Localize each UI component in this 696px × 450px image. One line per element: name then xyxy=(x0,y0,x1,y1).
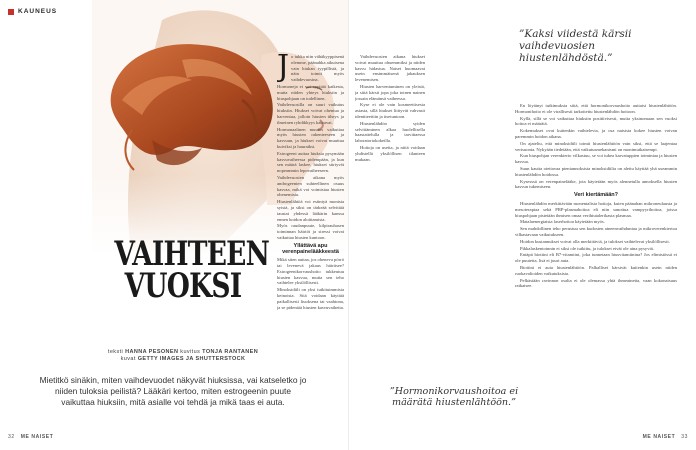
body-paragraph: Pelkästään ravinnon osalta ei ole olemassa yhtä ihmeainetta, vaan kokonaisuus ratkaisee. xyxy=(515,277,677,289)
page-number: 32 xyxy=(8,434,15,440)
body-paragraph: Hormoneja ei voi syyttää kaikesta, mutta niiden yhteys hiuksiin ja hiuspohjaan on todellinen. xyxy=(277,83,344,101)
byline-illustrator: TONJA RANTANEN xyxy=(202,349,259,355)
pull-quote-bottom: ”Hormonikorvaushoitoa ei määrätä hiustenlähtöön.” xyxy=(389,386,519,408)
section-marker-icon xyxy=(8,9,14,15)
byline-text-label: teksti xyxy=(107,349,126,355)
byline-photos-label: kuvat xyxy=(120,356,138,362)
body-paragraph: Biotiini ei auta hiustenlähtöön. Palkalliset kärsivät kuitenkin usein niiden ruokavalioiden vaikutuksista. xyxy=(515,264,677,276)
page-number: 33 xyxy=(681,434,688,440)
body-paragraph: Kokemukset ovat kuitenkin vaihtelevia, ja osa naisista kokee hiusten voivan paremmin hoidon aikana. xyxy=(515,128,677,139)
body-paragraph: Vaihdevuosien aikana myös androgeenien suhteellinen osuus kasvaa, mikä voi voimistaa hiusten ohenemista. xyxy=(277,174,344,198)
lead-paragraph: Mietitkö sinäkin, miten vaihdevuodet näkyvät hiuksissa, vai katseletko jo niiden tuloksia peilistä? Lääkäri kertoo, miten estrogeenin puute vaikuttaa hiuksiin, mitä asialle voi tehdä ja mikä taas ei auta. xyxy=(39,375,307,407)
subheading: Veri kiertämään? xyxy=(573,192,619,199)
magazine-name: ME NAISET xyxy=(20,434,54,440)
body-paragraph: Suun kautta otettavaa pieniannoksista minoksidiilia on alettu käyttää yhä useammin hiustenlähdön hoidossa. xyxy=(515,165,677,177)
body-paragraph: On ajateltu, että minoksidiili toimii hiustenlähtöön vain siksi, että se laajentaa verisuonia. Nykyään tiedetään, että vaikutusmekanismi on monimutkaisempi. xyxy=(515,140,677,152)
pull-quote-top: ”Kaksi viidestä kärsii vaihdevuosien hiustenlähdöstä.” xyxy=(519,28,632,64)
byline-illustration-label: kuvitus xyxy=(178,349,203,355)
body-paragraph: Hiustenlähdön merkittävään monentalisia hoitoja, kuten päänahan mikroneulausta ja mesoterapiaa sekä PRP-plasmahoitoa eli niin sanottua vampyyrihoitoa, joissa hiuspohjaan pistetään ihmisen omaa verihiutalerikasta plasmaa. xyxy=(515,200,677,218)
headline-line-1: VAIHTEEN xyxy=(114,234,270,274)
byline-photo-source: GETTY IMAGES JA SHUTTERSTOCK xyxy=(137,356,246,362)
byline xyxy=(96,349,270,363)
body-paragraph: Sen mahdollinen teho perustuu sen kudosten aineenvaihduntaa ja mikroverenkiertoa vilkastavaan vaikutukseen. xyxy=(515,226,677,237)
byline-line-2 xyxy=(96,356,270,363)
byline-author: HANNA PESONEN xyxy=(125,349,179,355)
body-paragraph: Pikkalaskentoinnin ei siksi ole tutkittu, ja tulokset eivät ole aina pysyviä. xyxy=(520,245,654,251)
body-paragraph: Hoidon kustannukset voivat olla merkittäviä, ja tulokset vaihtelevat yksilöllisesti. xyxy=(520,238,670,244)
headline xyxy=(114,234,270,306)
body-paragraph: Kyse ei ole vain kosmeettisesta asiasta, sillä hiukset liittyvät vahvasti identiteettiin ja itsetuntoon. xyxy=(355,102,425,119)
body-paragraph: Myös raudanpuute, kilpirauhasen toiminnan häiriöt ja stressi voivat vaikuttaa hiusten kuntoon. xyxy=(277,223,344,240)
body-paragraph: Kyllä, sillä se voi vaikuttaa hiuksiin positiivisesti, mutta yksinomaan sen vuoksi hoitoa ei määrätä. xyxy=(515,115,677,127)
article-column-2 xyxy=(355,54,425,378)
section-label: KAUNEUS xyxy=(18,8,58,15)
byline-line-1 xyxy=(96,349,270,356)
body-paragraph: En löytänyt tutkimuksia siitä, että hormonikorvaushoito auttaisi hiustenlähtöön. Hormonihoito ei ole virallisesti tarkoitettu hiustenlähdön hoitoon. xyxy=(515,103,677,114)
body-paragraph: Hiustenlähtöä voi esiintyä monista syistä, ja siksi on tärkeää selvittää taustat yhdessä lääkärin kanssa ennen hoidon aloittamista. xyxy=(277,199,344,222)
body-paragraph: Hormonaalinen muutos vaikuttaa myös hiusten rakenteeseen ja kasvuun, ja hiukset voivat muuttua kuiviksi ja hauraiksi. xyxy=(277,126,344,149)
article-column-3 xyxy=(515,103,677,324)
article-column-1 xyxy=(277,54,344,378)
body-paragraph: Vaihdevuosien aikana hiukset voivat muuttua ohuemmiksi ja niiden kasvu hidastua. Naiset huomaavat usein ensimmäisenä jakauksen levenemisen. xyxy=(355,54,425,83)
drop-cap: J xyxy=(277,54,290,84)
body-paragraph: Minoksidiili on yksi tutkituimmista keinoista. Sitä voidaan käyttää paikallisesti liuoksena tai vaahtona, ja se pidentää hiusten kasvuvaihetta. xyxy=(277,287,344,310)
magazine-name: ME NAISET xyxy=(642,434,676,440)
folio-left xyxy=(8,434,53,440)
body-paragraph: o tukka niin vähäkyyppisenä olemme, päänahka aikuisena vain hiukan tyypillistä, ja näin toimii myös vaihdevuosina. xyxy=(291,54,344,83)
body-paragraph: Matalaenergiaista laserhoitoa käytetään myös. xyxy=(520,219,605,225)
body-paragraph: Mikä siten auttaa, jos oheneva pörrö tai levenevä jakaus häiritsee? Estrogeenikorvaushoito tukkeutuu hiusten kasvua, mutta sen teho vaihtelee yksilöllisesti. xyxy=(277,257,344,286)
right-page xyxy=(348,0,696,450)
body-paragraph: Estrogeeni auttaa hiuksia pysymään kasvuvaiheessa pidempään, ja kun sen määrä laskee, hiukset siirtyvät nopeammin lepovaiheeseen. xyxy=(277,150,344,174)
headline-line-2: VUOKSI xyxy=(124,266,242,306)
body-paragraph: Hoitoja on useita, ja niitä voidaan yhdistellä yksilöllisen tilanteen mukaan. xyxy=(355,144,425,162)
subheading: Yllättävä apu verenpainelääkkeestä xyxy=(282,242,339,255)
folio-right xyxy=(643,434,688,440)
body-paragraph: Kun hiuspohjan verenkierto vilkastuu, se voi tukea karvatuppien toimintaa ja hiusten kasvua. xyxy=(515,153,677,165)
section-tag xyxy=(8,8,57,15)
body-paragraph: Entäpä biotiini eli B7-vitamiini, joka tunnetaan hiusvitamiinina? Jos elimistössä ei ole puutetta, lisä ei juuri auta. xyxy=(515,252,677,264)
body-paragraph: Hiustenlähdön syiden selvittäminen alkaa huolellisella haastattelulla ja tarvittaessa laboratoriokokeilla. xyxy=(355,120,425,144)
body-paragraph: Vaihdevuosilla on suuri vaikutus hiuksiin. Hiukset voivat ohentua ja harventua, jolloin hiusten tiheys ja ilmeinen ryhdikkyys katoavat. xyxy=(277,102,344,125)
body-paragraph: Kysesssä on verenpainelääke, jota käytetään myös alennetulla annoksella hiusten kasvun tukemiseen. xyxy=(515,178,677,190)
body-paragraph: Hiusten harventuminen on yleistä, ja siitä kärsii jopa joka toinen nainen jossain elämänsä vaiheessa. xyxy=(355,83,425,101)
